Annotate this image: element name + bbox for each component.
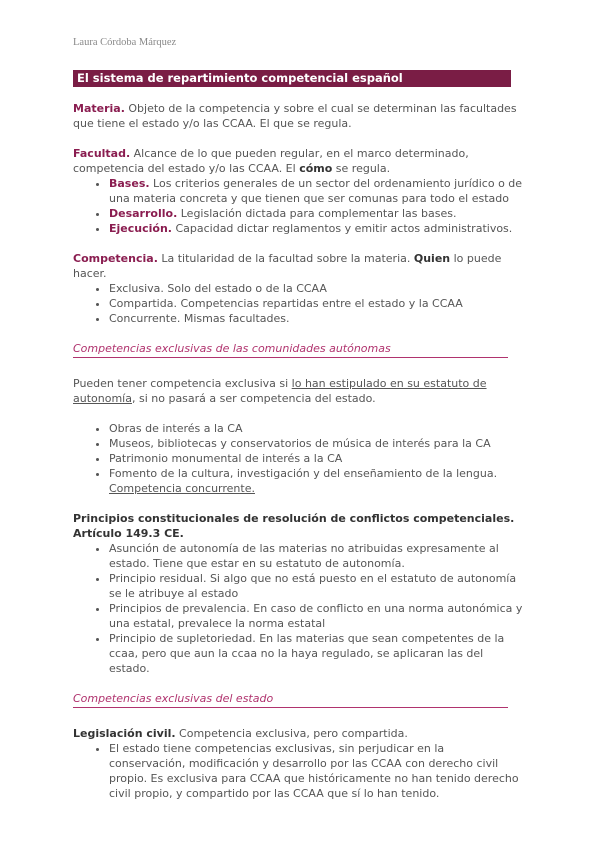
list-item-term: Bases. [109,177,150,190]
materia-term: Materia. [73,102,125,115]
list-item-text: Capacidad dictar reglamentos y emitir actos administrativos. [171,222,513,235]
legislacion-paragraph [73,726,523,741]
principios-list [73,541,523,676]
list-item-underlined: Competencia concurrente. [109,482,255,495]
legislacion-term: Legislación civil. [73,727,176,740]
ccaa-intro [73,376,523,406]
list-item: • Asunción de autonomía de las materias no atribuidas expresamente al estado. Tiene que estar en su estatuto de autonomía. [109,541,523,571]
list-item: • Principio de supletoriedad. En las materias que sean competentes de la ccaa, pero que aun la ccaa no la haya regulado, se aplicaran las del estado. [109,631,523,676]
list-item: • Exclusiva. Solo del estado o de la CCAA [109,281,523,296]
legislacion-text: Competencia exclusiva, pero compartida. [175,727,408,740]
document-body [73,70,523,801]
list-item-text: Legislación dictada para complementar las bases. [177,207,457,220]
list-item [109,176,523,206]
estado-list [73,741,523,801]
facultad-paragraph [73,146,523,176]
competencia-paragraph [73,251,523,281]
list-item: • Patrimonio monumental de interés a la CA [109,451,523,466]
facultad-list [73,176,523,236]
materia-paragraph [73,101,523,131]
author-name: Laura Córdoba Márquez [73,37,177,48]
facultad-text: Alcance de lo que pueden regular, en el marco determinado, competencia del estado y/o las CCAA. El [73,147,469,175]
section-heading-estado: Competencias exclusivas del estado [73,691,508,708]
list-item: • Principios de prevalencia. En caso de conflicto en una norma autonómica y una estatal, prevalece la norma estatal [109,601,523,631]
list-item: • Obras de interés a la CA [109,421,523,436]
document-title: El sistema de repartimiento competencial español [73,70,511,87]
facultad-term: Facultad. [73,147,131,160]
list-item-text: Los criterios generales de un sector del ordenamiento jurídico o de una materia concreta y que tienen que ser comunas para todo el estado [109,177,523,205]
competencia-text-end: lo puede hacer. [73,252,502,280]
list-item-text: Fomento de la cultura, investigación y del enseñamiento de la lengua. [109,467,498,480]
ccaa-intro-text-end: , si no pasará a ser competencia del estado. [131,392,376,405]
competencia-strong: Quien [413,252,451,265]
list-item [109,466,523,496]
ccaa-intro-text: Pueden tener competencia exclusiva si [73,377,292,390]
list-item: • Compartida. Competencias repartidas entre el estado y la CCAA [109,296,523,311]
list-item: • Concurrente. Mismas facultades. [109,311,523,326]
competencia-term: Competencia. [73,252,158,265]
materia-text: Objeto de la competencia y sobre el cual se determinan las facultades que tiene el estado y/o las CCAA. El que se regula. [73,102,517,130]
list-item [109,206,523,221]
competencia-text: La titularidad de la facultad sobre la materia. [157,252,414,265]
list-item: • Museos, bibliotecas y conservatorios de música de interés para la CA [109,436,523,451]
list-item [109,221,523,236]
facultad-strong: cómo [299,162,333,175]
principios-heading: Principios constitucionales de resolución de conflictos competenciales. Artículo 149.3 CE. [73,512,515,540]
list-item: • Principio residual. Si algo que no está puesto en el estatuto de autonomía se le atribuye al estado [109,571,523,601]
list-item-term: Ejecución. [109,222,172,235]
ccaa-list [73,421,523,496]
facultad-text-end: se regula. [332,162,391,175]
section-heading-ccaa: Competencias exclusivas de las comunidades autónomas [73,341,508,358]
list-item: • El estado tiene competencias exclusivas, sin perjudicar en la conservación, modificación y desarrollo por las CCAA con derecho civil propio. Es exclusiva para CCAA que históricamente no han tenido derecho civil propio, y compartido por las CCAA que sí lo han tenido. [109,741,523,801]
ccaa-intro-underlined: lo han estipulado en su estatuto de autonomía [73,377,487,405]
competencia-list [73,281,523,326]
list-item-term: Desarrollo. [109,207,178,220]
